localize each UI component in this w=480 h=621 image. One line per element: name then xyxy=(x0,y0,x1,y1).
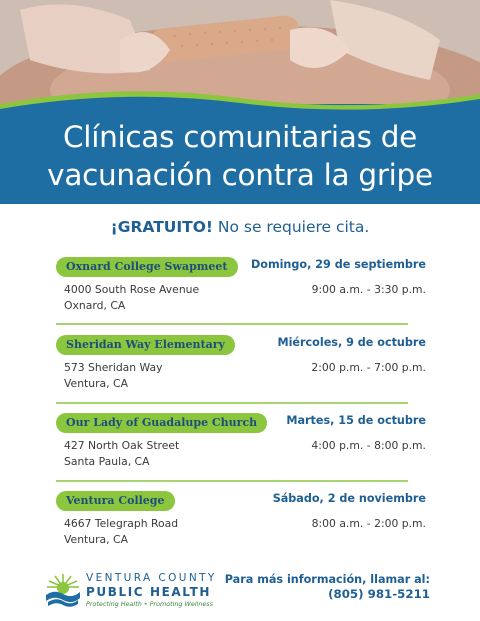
title-line-1: Clínicas comunitarias de xyxy=(63,120,417,154)
clinic-city: Oxnard, CA xyxy=(64,299,126,312)
clinic-date: Domingo, 29 de septiembre xyxy=(250,258,426,271)
clinic-street: 427 North Oak Street xyxy=(64,439,180,452)
page-title xyxy=(0,118,480,194)
ventura-county-public-health-logo xyxy=(44,569,224,611)
clinic-street: 4667 Telegraph Road xyxy=(64,517,179,530)
sun-wave-logo-icon xyxy=(44,571,82,609)
clinic-hours: 4:00 p.m. - 8:00 p.m. xyxy=(311,439,426,452)
contact-label: Para más información, llamar al: xyxy=(224,573,430,586)
logo-public-health-text: PUBLIC HEALTH xyxy=(86,585,211,599)
divider xyxy=(56,323,408,325)
clinic-date: Sábado, 2 de noviembre xyxy=(272,492,426,505)
contact-phone[interactable]: (805) 981-5211 xyxy=(328,587,430,601)
title-line-2: vacunación contra la gripe xyxy=(47,158,433,192)
free-label: ¡GRATUITO! xyxy=(110,218,213,236)
no-appointment-text: No se requiere cita. xyxy=(212,218,370,236)
clinic-name-badge: Oxnard College Swapmeet xyxy=(56,257,238,277)
clinic-entry xyxy=(56,413,426,483)
logo-tagline: Protecting Health • Promoting Wellness xyxy=(86,600,213,608)
clinic-entry xyxy=(56,491,426,561)
clinic-entry xyxy=(56,257,426,327)
clinic-date: Martes, 15 de octubre xyxy=(286,414,426,427)
subtitle xyxy=(0,218,480,236)
logo-county-text: VENTURA COUNTY xyxy=(86,572,217,584)
clinic-hours: 2:00 p.m. - 7:00 p.m. xyxy=(311,361,426,374)
clinic-street: 4000 South Rose Avenue xyxy=(64,283,200,296)
divider xyxy=(56,402,408,404)
clinic-entry xyxy=(56,335,426,405)
divider xyxy=(56,480,408,482)
clinic-name-badge: Our Lady of Guadalupe Church xyxy=(56,413,267,433)
clinic-date: Miércoles, 9 de octubre xyxy=(277,336,426,349)
clinic-name-badge: Ventura College xyxy=(56,491,175,511)
clinic-street: 573 Sheridan Way xyxy=(64,361,163,374)
clinic-city: Ventura, CA xyxy=(64,377,128,390)
clinic-city: Ventura, CA xyxy=(64,533,128,546)
clinic-hours: 8:00 a.m. - 2:00 p.m. xyxy=(311,517,426,530)
clinic-hours: 9:00 a.m. - 3:30 p.m. xyxy=(311,283,426,296)
contact-info xyxy=(225,573,430,601)
clinic-city: Santa Paula, CA xyxy=(64,455,150,468)
clinic-name-badge: Sheridan Way Elementary xyxy=(56,335,235,355)
